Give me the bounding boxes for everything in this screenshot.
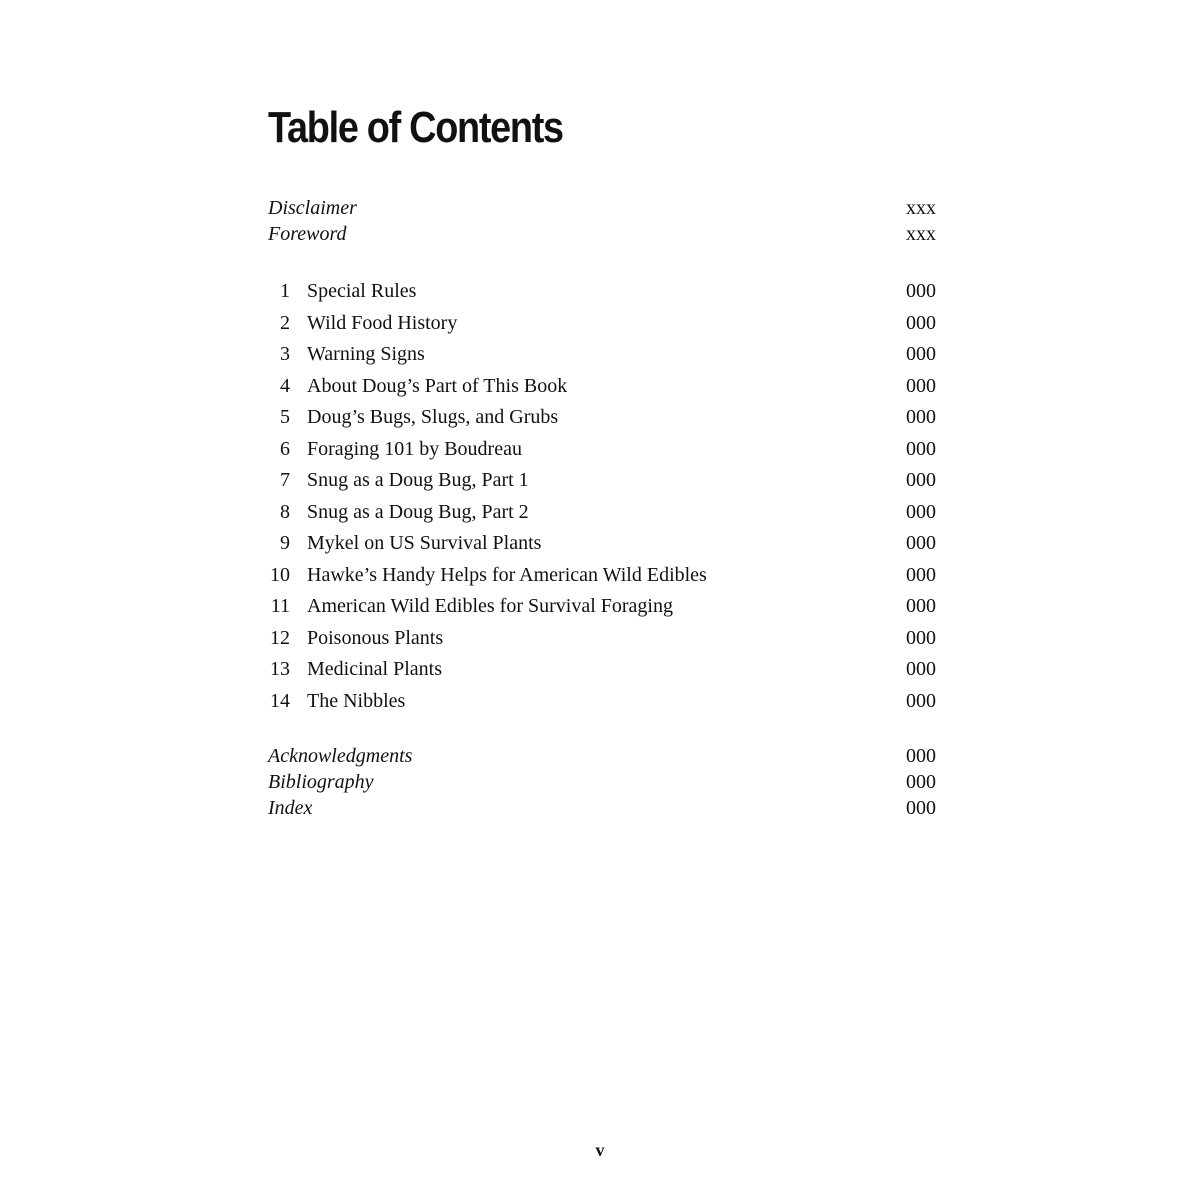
entry-page-number: 000 bbox=[906, 595, 936, 617]
toc-entry-bibliography bbox=[268, 769, 936, 795]
toc-entry-chapter-5 bbox=[268, 402, 936, 434]
chapter-title: Foraging 101 by Boudreau bbox=[307, 437, 522, 460]
chapter-title: Poisonous Plants bbox=[307, 626, 444, 649]
chapter-number: 3 bbox=[280, 343, 290, 365]
chapter-list bbox=[268, 276, 936, 717]
entry-page-number: 000 bbox=[906, 771, 936, 793]
chapter-number: 6 bbox=[280, 437, 290, 460]
chapter-number: 14 bbox=[270, 689, 290, 712]
entry-page-number: 000 bbox=[906, 280, 936, 302]
toc-entry-chapter-7 bbox=[268, 465, 936, 497]
entry-page-number: 000 bbox=[906, 406, 936, 428]
toc-entry-chapter-2 bbox=[268, 308, 936, 340]
chapter-number: 4 bbox=[280, 374, 290, 397]
chapter-title: Warning Signs bbox=[307, 343, 425, 365]
entry-title: Acknowledgments bbox=[268, 745, 413, 767]
chapter-number: 5 bbox=[280, 406, 290, 428]
entry-page-number: 000 bbox=[906, 658, 936, 680]
chapter-title: Mykel on US Survival Plants bbox=[307, 532, 542, 554]
toc-entry-chapter-9 bbox=[268, 528, 936, 560]
toc-entry-chapter-10 bbox=[268, 560, 936, 592]
toc-entry-chapter-1 bbox=[268, 276, 936, 308]
entry-page-number: 000 bbox=[906, 500, 936, 523]
toc-entry-chapter-11 bbox=[268, 591, 936, 623]
chapter-title: About Doug’s Part of This Book bbox=[307, 374, 568, 397]
toc-entry-chapter-12 bbox=[268, 623, 936, 655]
toc-entry-acknowledgments bbox=[268, 743, 936, 769]
toc-entry-chapter-13 bbox=[268, 654, 936, 686]
entry-page-number: 000 bbox=[906, 626, 936, 649]
chapter-title: The Nibbles bbox=[307, 689, 406, 712]
chapter-number: 2 bbox=[280, 311, 290, 334]
toc-entry-disclaimer bbox=[268, 195, 936, 221]
page-title: Table of Contents bbox=[268, 103, 563, 152]
entry-title: Foreword bbox=[268, 223, 347, 245]
chapter-number: 13 bbox=[270, 658, 290, 680]
toc-entry-chapter-4 bbox=[268, 371, 936, 403]
entry-page-number: 000 bbox=[906, 745, 936, 767]
chapter-title: Medicinal Plants bbox=[307, 658, 442, 680]
entry-page-number: xxx bbox=[906, 223, 936, 245]
chapter-title: Snug as a Doug Bug, Part 2 bbox=[307, 500, 529, 523]
chapter-number: 11 bbox=[270, 595, 290, 617]
chapter-title: Wild Food History bbox=[307, 311, 458, 334]
entry-title: Disclaimer bbox=[268, 197, 357, 219]
chapter-title: Special Rules bbox=[307, 280, 417, 302]
chapter-number: 10 bbox=[270, 563, 290, 586]
entry-page-number: 000 bbox=[906, 563, 936, 586]
entry-page-number: 000 bbox=[906, 437, 936, 460]
chapter-title: American Wild Edibles for Survival Foraging bbox=[307, 595, 673, 617]
chapter-number: 9 bbox=[280, 532, 290, 554]
toc-entry-chapter-6 bbox=[268, 434, 936, 466]
entry-page-number: 000 bbox=[906, 797, 936, 819]
entry-page-number: 000 bbox=[906, 469, 936, 491]
toc-entry-chapter-14 bbox=[268, 686, 936, 718]
entry-page-number: xxx bbox=[906, 197, 936, 219]
back-matter-list bbox=[268, 743, 936, 821]
toc-entry-index bbox=[268, 795, 936, 821]
entry-page-number: 000 bbox=[906, 532, 936, 554]
chapter-title: Doug’s Bugs, Slugs, and Grubs bbox=[307, 406, 559, 428]
entry-page-number: 000 bbox=[906, 311, 936, 334]
entry-page-number: 000 bbox=[906, 343, 936, 365]
page-folio: v bbox=[595, 1140, 605, 1160]
entry-page-number: 000 bbox=[906, 689, 936, 712]
entry-title: Bibliography bbox=[268, 771, 374, 793]
toc-entry-foreword bbox=[268, 221, 936, 247]
chapter-title: Hawke’s Handy Helps for American Wild Edibles bbox=[307, 563, 707, 586]
chapter-number: 1 bbox=[280, 280, 290, 302]
chapter-number: 8 bbox=[280, 500, 290, 523]
chapter-title: Snug as a Doug Bug, Part 1 bbox=[307, 469, 529, 491]
front-matter-list bbox=[268, 195, 936, 247]
entry-page-number: 000 bbox=[906, 374, 936, 397]
toc-entry-chapter-3 bbox=[268, 339, 936, 371]
toc-entry-chapter-8 bbox=[268, 497, 936, 529]
entry-title: Index bbox=[268, 797, 313, 819]
chapter-number: 7 bbox=[280, 469, 290, 491]
chapter-number: 12 bbox=[270, 626, 290, 649]
